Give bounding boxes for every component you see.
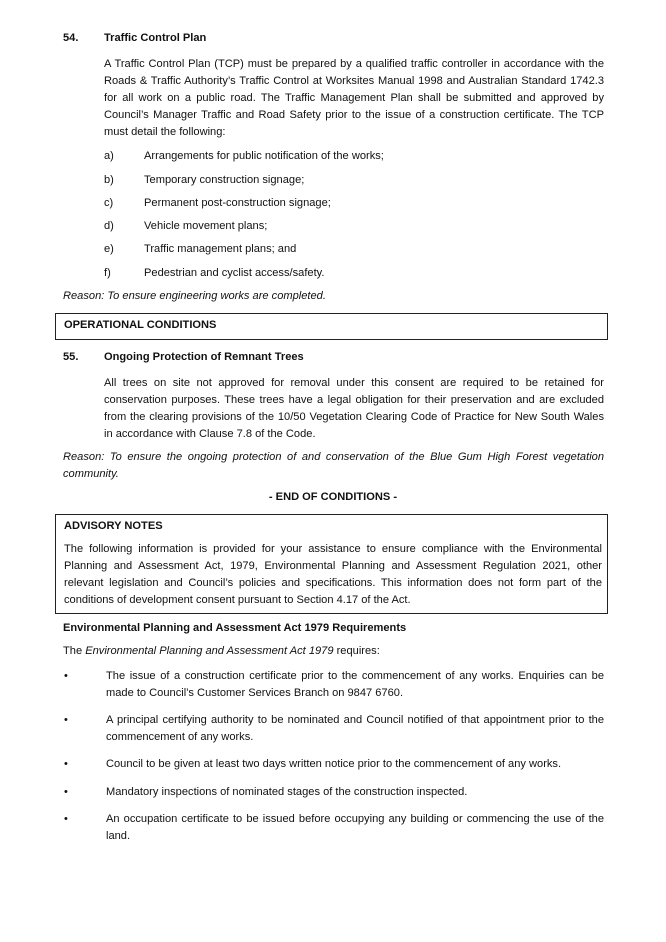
list-item-text: Vehicle movement plans; (144, 220, 268, 232)
bullet-glyph: • (64, 758, 68, 770)
bullet-glyph: • (64, 714, 68, 726)
section-55-number: 55. (63, 351, 79, 363)
list-item-text: Pedestrian and cyclist access/safety. (144, 267, 325, 279)
section-55-title: Ongoing Protection of Remnant Trees (104, 351, 304, 363)
list-item-letter: d) (104, 220, 114, 232)
list-item-letter: b) (104, 174, 114, 186)
section-55-body: All trees on site not approved for removal under this consent are required to be retained for conservation purposes. These trees have a legal obligation for their preservation and are excluded from the clearing provisions of the 10/50 Vegetation Clearing Code of Practice for New South Wales in accordance with Clause 7.8 of the Code. (104, 377, 604, 440)
bullet-glyph: • (64, 670, 68, 682)
list-item-letter: e) (104, 243, 114, 255)
bullet-item: Council to be given at least two days written notice prior to the commencement of any works. (106, 758, 562, 770)
list-item-text: Temporary construction signage; (144, 174, 305, 186)
section-55-reason: Reason: To ensure the ongoing protection of and conservation of the Blue Gum High Forest vegetation community. (63, 451, 604, 480)
operational-conditions-title: OPERATIONAL CONDITIONS (64, 319, 217, 331)
list-item-text: Traffic management plans; and (144, 243, 297, 255)
list-item-letter: c) (104, 197, 114, 209)
section-54-number: 54. (63, 32, 79, 44)
epa-intro-suffix: requires: (333, 645, 380, 657)
advisory-notes-title: ADVISORY NOTES (64, 520, 163, 532)
bullet-glyph: • (64, 813, 68, 825)
list-item-letter: f) (104, 267, 111, 279)
list-item-text: Permanent post-construction signage; (144, 197, 331, 209)
epa-intro-prefix: The (63, 645, 86, 657)
bullet-glyph: • (64, 786, 68, 798)
epa-heading: Environmental Planning and Assessment Act 1979 Requirements (63, 622, 407, 634)
bullet-item: Mandatory inspections of nominated stages of the construction inspected. (106, 786, 468, 798)
epa-intro-act: Environmental Planning and Assessment Act 1979 (85, 645, 334, 657)
advisory-notes-box (55, 514, 608, 614)
section-54-reason: Reason: To ensure engineering works are completed. (63, 290, 326, 302)
bullet-item: A principal certifying authority to be nominated and Council notified of that appointment prior to the commencement of any works. (106, 714, 604, 743)
operational-conditions-box (55, 313, 608, 340)
end-of-conditions: - END OF CONDITIONS - (268, 491, 398, 503)
bullet-item: An occupation certificate to be issued before occupying any building or commencing the use of the land. (106, 813, 604, 842)
section-54-body: A Traffic Control Plan (TCP) must be prepared by a qualified traffic controller in accordance with the Roads & Traffic Authority’s Traffic Control at Worksites Manual 1998 and Australian Standard 1742.3 for all work on a public road. The Traffic Management Plan shall be submitted and approved by Council’s Manager Traffic and Road Safety prior to the issue of a construction certificate. The TCP must detail the following: (104, 58, 604, 138)
list-item-text: Arrangements for public notification of the works; (144, 150, 384, 162)
bullet-item: The issue of a construction certificate prior to the commencement of any works. Enquiries can be made to Council’s Customer Services Branch on 9847 6760. (106, 670, 604, 699)
advisory-notes-body: The following information is provided for your assistance to ensure compliance with the Environmental Planning and Assessment Act, 1979, Environmental Planning and Assessment Regulation 2021, other relevant legislation and Council’s policies and specifications. This information does not form part of the conditions of development consent pursuant to Section 4.17 of the Act. (64, 543, 602, 606)
epa-intro (63, 643, 380, 660)
list-item-letter: a) (104, 150, 114, 162)
section-54-title: Traffic Control Plan (104, 32, 207, 44)
